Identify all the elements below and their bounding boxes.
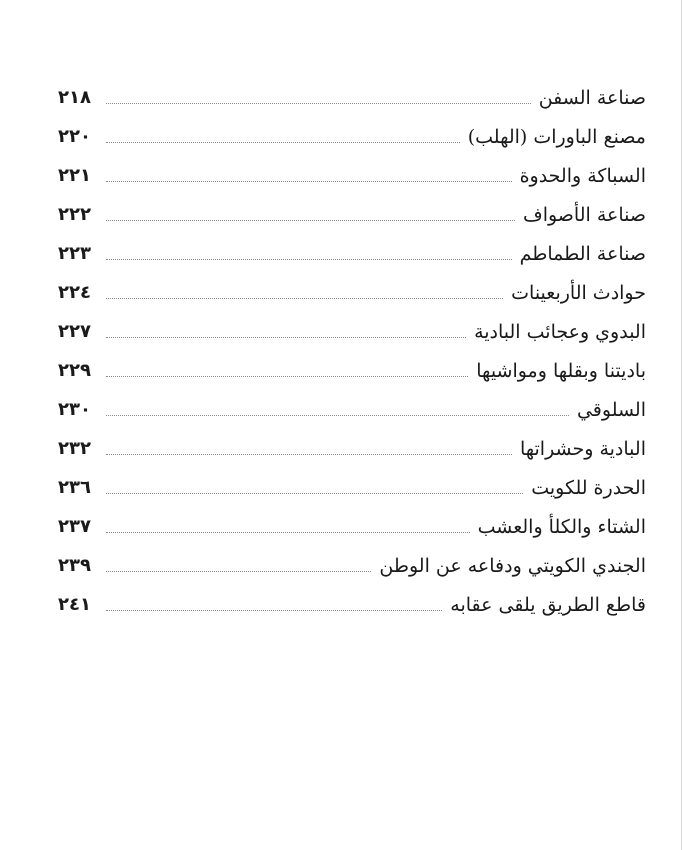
toc-entry — [58, 195, 646, 234]
toc-entry — [58, 234, 646, 273]
toc-entry-title: البدوي وعجائب البادية — [474, 320, 646, 343]
toc-entry — [58, 507, 646, 546]
toc-entry-page: ٢٢٩ — [58, 360, 91, 381]
toc-entry-page: ٢٣٧ — [58, 516, 91, 537]
toc-entry-title: مصنع الباورات (الهلب) — [467, 125, 646, 148]
dot-leader — [106, 571, 371, 572]
toc-entry-title: صناعة الأصواف — [523, 203, 646, 226]
dot-leader — [106, 103, 531, 104]
dot-leader — [106, 337, 466, 338]
toc-entry — [58, 117, 646, 156]
toc-entry — [58, 429, 646, 468]
toc-entry-page: ٢٢٤ — [58, 282, 91, 303]
toc-entry — [58, 390, 646, 429]
toc-entry-page: ٢٢١ — [58, 165, 91, 186]
toc-entry-page: ٢٣٠ — [58, 399, 91, 420]
toc-entry-page: ٢٣٦ — [58, 477, 91, 498]
toc-entry — [58, 156, 646, 195]
toc-entry-title: الجندي الكويتي ودفاعه عن الوطن — [379, 554, 646, 577]
toc-entry-title: البادية وحشراتها — [519, 437, 646, 460]
dot-leader — [106, 415, 569, 416]
dot-leader — [106, 220, 515, 221]
dot-leader — [106, 298, 503, 299]
toc-entry-page: ٢٣٢ — [58, 438, 91, 459]
toc-entry — [58, 312, 646, 351]
toc-entry-title: السلوقي — [576, 398, 646, 421]
toc-entry-title: السباكة والحدوة — [519, 164, 646, 187]
toc-entry — [58, 585, 646, 624]
toc-entry — [58, 351, 646, 390]
dot-leader — [106, 142, 460, 143]
toc-entry-title: الحدرة للكويت — [531, 476, 646, 499]
toc-entry-title: قاطع الطريق يلقى عقابه — [450, 593, 646, 616]
page-edge — [681, 0, 682, 850]
toc-entry-page: ٢٢٧ — [58, 321, 91, 342]
toc-entry — [58, 78, 646, 117]
toc-entry-page: ٢١٨ — [58, 87, 91, 108]
dot-leader — [106, 181, 512, 182]
dot-leader — [106, 259, 512, 260]
toc-entry-title: صناعة السفن — [538, 86, 646, 109]
dot-leader — [106, 376, 468, 377]
toc-entry — [58, 468, 646, 507]
toc-entry-page: ٢٤١ — [58, 594, 91, 615]
toc-entry-title: صناعة الطماطم — [519, 242, 646, 265]
toc-entry-page: ٢٣٩ — [58, 555, 91, 576]
toc-entry-page: ٢٢٠ — [58, 126, 91, 147]
dot-leader — [106, 532, 470, 533]
dot-leader — [106, 493, 523, 494]
toc-entry-title: الشتاء والكلأ والعشب — [477, 515, 646, 538]
dot-leader — [106, 454, 512, 455]
dot-leader — [106, 610, 442, 611]
toc-entry-page: ٢٢٣ — [58, 243, 91, 264]
toc-entry — [58, 273, 646, 312]
toc-entry-page: ٢٢٢ — [58, 204, 91, 225]
table-of-contents — [58, 78, 646, 624]
toc-entry-title: حوادث الأربعينات — [511, 281, 646, 304]
toc-entry — [58, 546, 646, 585]
toc-entry-title: باديتنا وبقلها ومواشيها — [476, 359, 646, 382]
